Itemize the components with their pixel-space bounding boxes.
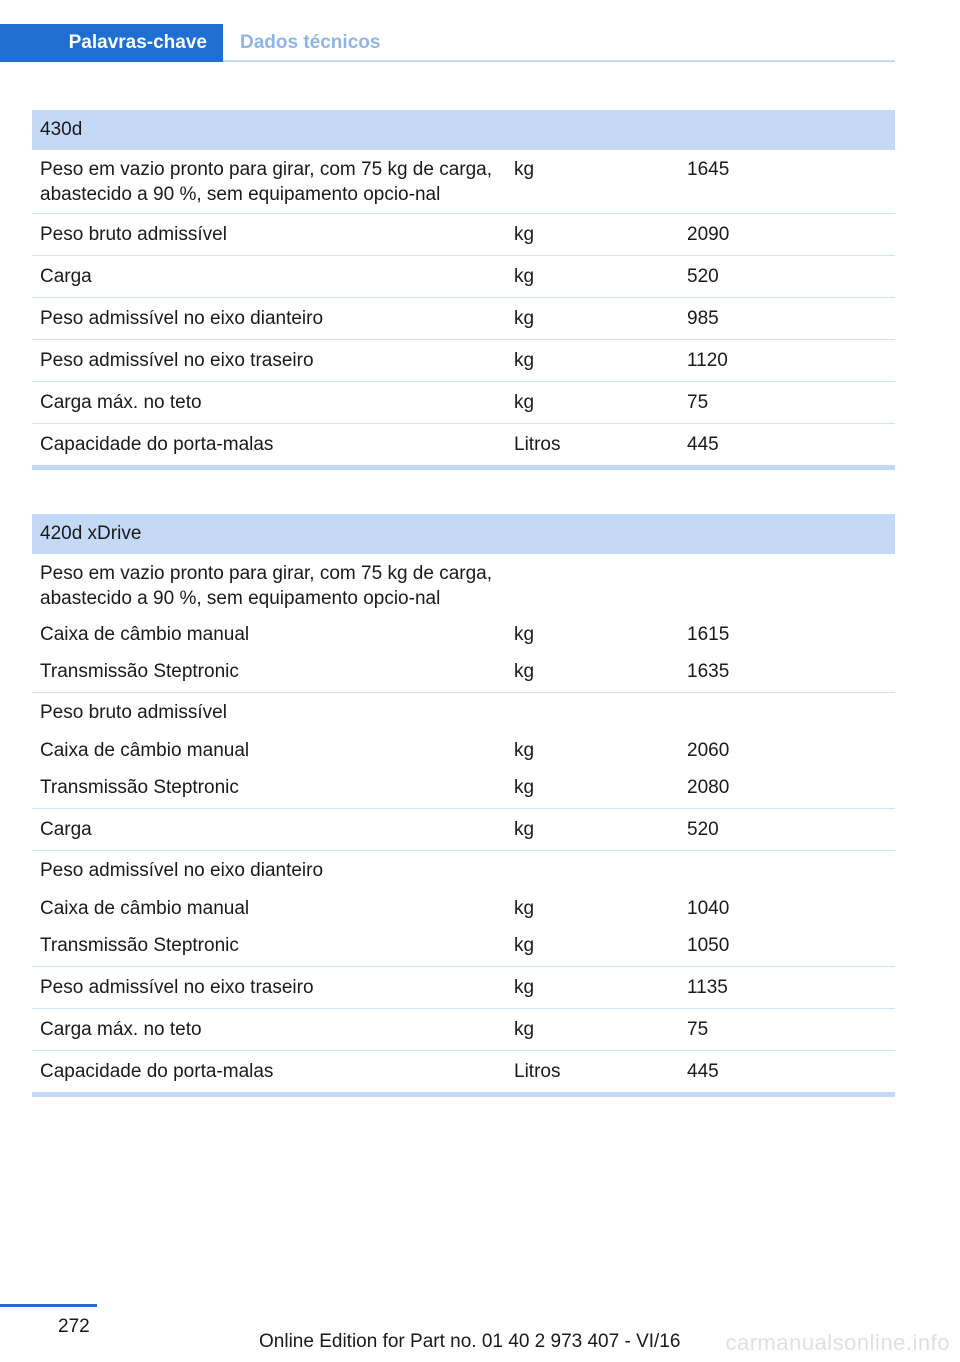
- row-label: Carga: [40, 266, 92, 287]
- row-unit: kg: [514, 977, 535, 998]
- table-row: [32, 554, 895, 615]
- row-label: Peso bruto admissível: [40, 702, 227, 723]
- row-label: Capacidade do porta-malas: [40, 434, 274, 455]
- row-unit: kg: [514, 308, 535, 329]
- table-row: [32, 1009, 895, 1051]
- table-row: [32, 731, 895, 769]
- row-label: Peso admissível no eixo traseiro: [40, 977, 314, 998]
- table-row: [32, 927, 895, 967]
- table-row: [32, 1051, 895, 1092]
- row-label: Carga máx. no teto: [40, 392, 202, 413]
- row-unit: Litros: [514, 1061, 561, 1082]
- row-unit: kg: [514, 740, 535, 761]
- row-value: 445: [687, 434, 719, 455]
- page-number-rule: [0, 1304, 97, 1307]
- row-value: 520: [687, 819, 719, 840]
- row-label: Peso bruto admissível: [40, 224, 227, 245]
- row-value: [679, 554, 895, 615]
- row-label: Peso admissível no eixo dianteiro: [40, 860, 324, 881]
- row-value: 75: [687, 392, 709, 413]
- row-value: 1050: [687, 935, 730, 956]
- row-value: 2090: [687, 224, 730, 245]
- row-label: Transmissão Steptronic: [40, 661, 239, 682]
- table-row: [32, 256, 895, 298]
- table-row: [32, 150, 895, 214]
- row-value: 1040: [687, 898, 730, 919]
- table-row: [32, 424, 895, 465]
- row-label: Transmissão Steptronic: [40, 935, 239, 956]
- row-unit: kg: [514, 224, 535, 245]
- table-row: [32, 967, 895, 1009]
- table-row: [32, 653, 895, 693]
- row-label: Carga: [40, 819, 92, 840]
- table-row: [32, 693, 895, 731]
- table-end-rule: [32, 1092, 895, 1097]
- header-tab-bar: [0, 24, 895, 62]
- row-unit: kg: [514, 661, 535, 682]
- row-unit: Litros: [514, 434, 561, 455]
- row-value: 1615: [687, 624, 730, 645]
- row-value: 2080: [687, 777, 730, 798]
- row-value: 2060: [687, 740, 730, 761]
- row-value: 1645: [687, 159, 730, 180]
- table-row: [32, 615, 895, 653]
- row-unit: [506, 693, 679, 731]
- row-unit: kg: [514, 266, 535, 287]
- spec-table-430d: [32, 110, 895, 470]
- page-number: 272: [58, 1316, 90, 1337]
- row-label: Carga máx. no teto: [40, 1019, 202, 1040]
- row-label: Caixa de câmbio manual: [40, 898, 250, 919]
- row-label: Peso admissível no eixo traseiro: [40, 350, 314, 371]
- row-label: Peso em vazio pronto para girar, com 75 kg de carga, abastecido a 90 %, sem equipamento opcio‐nal: [40, 563, 493, 609]
- row-label: Caixa de câmbio manual: [40, 740, 250, 761]
- row-unit: kg: [514, 350, 535, 371]
- watermark: carmanualsonline.info: [725, 1330, 950, 1355]
- row-value: 985: [687, 308, 719, 329]
- table-row: [32, 298, 895, 340]
- row-label: Peso admissível no eixo dianteiro: [40, 308, 324, 329]
- table-title: 430d: [32, 110, 895, 150]
- row-unit: [506, 851, 679, 889]
- row-unit: kg: [514, 777, 535, 798]
- table-title: 420d xDrive: [32, 514, 895, 554]
- table-row: [32, 382, 895, 424]
- row-value: 75: [687, 1019, 709, 1040]
- row-label: Transmissão Steptronic: [40, 777, 239, 798]
- row-unit: kg: [514, 819, 535, 840]
- row-label: Peso em vazio pronto para girar, com 75 kg de carga, abastecido a 90 %, sem equipamento opcio‐nal: [40, 159, 493, 205]
- row-unit: kg: [514, 392, 535, 413]
- row-unit: kg: [514, 624, 535, 645]
- tab-dados-tecnicos[interactable]: Dados técnicos: [240, 32, 381, 53]
- row-value: 1135: [687, 977, 728, 998]
- row-value: 445: [687, 1061, 719, 1082]
- edition-note: Online Edition for Part no. 01 40 2 973 407 - VI/16: [259, 1331, 681, 1352]
- row-value: [679, 693, 895, 731]
- row-value: 520: [687, 266, 719, 287]
- table-row: [32, 809, 895, 851]
- table-end-rule: [32, 465, 895, 470]
- tab-palavras-chave[interactable]: Palavras-chave: [0, 24, 223, 62]
- row-unit: kg: [514, 898, 535, 919]
- row-unit: kg: [514, 1019, 535, 1040]
- row-value: 1635: [687, 661, 730, 682]
- row-unit: kg: [514, 159, 535, 180]
- row-value: [679, 851, 895, 889]
- table-row: [32, 851, 895, 889]
- table-row: [32, 214, 895, 256]
- row-unit: [506, 554, 679, 615]
- row-value: 1120: [687, 350, 728, 371]
- row-unit: kg: [514, 935, 535, 956]
- table-row: [32, 889, 895, 927]
- row-label: Capacidade do porta-malas: [40, 1061, 274, 1082]
- spec-table-420d-xdrive: [32, 514, 895, 1097]
- row-label: Caixa de câmbio manual: [40, 624, 250, 645]
- table-row: [32, 769, 895, 809]
- table-row: [32, 340, 895, 382]
